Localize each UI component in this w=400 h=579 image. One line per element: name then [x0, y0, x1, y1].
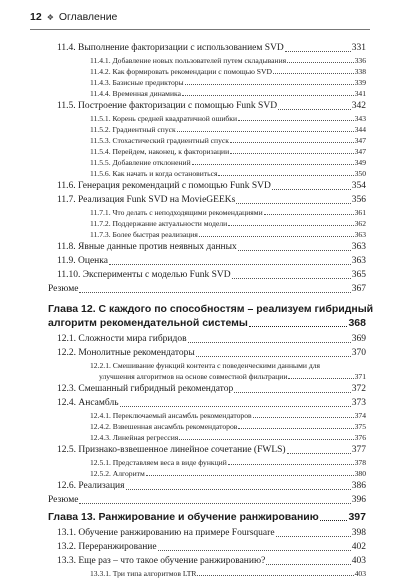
- toc-entry-12-4[interactable]: 12.4. Ансамбль 373: [57, 398, 366, 408]
- toc-entry-11-6[interactable]: 11.6. Генерация рекомендаций с помощью Funk SVD 354: [57, 181, 366, 191]
- chapter-13-page: 397: [348, 511, 366, 523]
- chapter-12-title-line1: Глава 12. С каждого по способностям – реализуем гибридный: [48, 303, 374, 315]
- toc-entry-11-4[interactable]: 11.4. Выполнение факторизации с использованием SVD 331: [57, 43, 366, 53]
- chapter-12-page: 368: [348, 317, 366, 329]
- toc-entry-12-2-1[interactable]: 12.2.1. Смешивание функций контента с поведенческими данными для улучшения алгоритмов на основе совместной фильтрации 371: [90, 361, 366, 381]
- toc-entry-11-5-2[interactable]: 11.5.2. Градиентный спуск 344: [90, 125, 366, 134]
- toc-entry-13-3[interactable]: 13.3. Еще раз – что такое обучение ранжированию? 403: [57, 556, 366, 566]
- toc-entry-12-4-3[interactable]: 12.4.3. Линейная регрессия 376: [90, 433, 366, 442]
- toc-entry-12-5-1[interactable]: 12.5.1. Представляем веса в виде функций 378: [90, 458, 366, 467]
- toc-chapter-12[interactable]: [48, 302, 374, 330]
- toc-entry-12-5[interactable]: 12.5. Признако-взвешенное линейное сочетание (FWLS) 377: [57, 445, 366, 455]
- toc-entry-11-5[interactable]: 11.5. Построение факторизации с помощью Funk SVD 342: [57, 101, 366, 111]
- running-title: Оглавление: [58, 11, 118, 23]
- separator-ornament: ❖: [46, 13, 54, 22]
- toc-entry-13-2[interactable]: 13.2. Переранжирование 402: [57, 542, 366, 552]
- toc-entry-11-4-1[interactable]: 11.4.1. Добавление новых пользователей путем складывания 336: [90, 56, 366, 65]
- toc-entry-11-7-3[interactable]: 11.7.3. Более быстрая реализация 363: [90, 230, 366, 239]
- page-number: 12: [30, 11, 42, 23]
- toc-entry-12-4-1[interactable]: 12.4.1. Переключаемый ансамбль рекомендаторов 374: [90, 411, 366, 420]
- toc-entry-12-3[interactable]: 12.3. Смешанный гибридный рекомендатор 372: [57, 384, 366, 394]
- toc-entry-12-4-2[interactable]: 12.4.2. Взвешенная ансамбль рекомендаторов 375: [90, 422, 366, 431]
- toc-entry-summary-12[interactable]: Резюме 396: [48, 495, 366, 505]
- toc-entry-11-5-5[interactable]: 11.5.5. Добавление отклонений 349: [90, 158, 366, 167]
- toc-entry-13-1[interactable]: 13.1. Обучение ранжированию на примере Foursquare 398: [57, 528, 366, 538]
- toc-entry-12-6[interactable]: 12.6. Реализация 386: [57, 481, 366, 491]
- header-rule: [30, 29, 370, 30]
- toc-chapter-13[interactable]: [48, 510, 366, 524]
- table-of-contents: [48, 41, 374, 579]
- toc-entry-11-7-1[interactable]: 11.7.1. Что делать с неподходящими рекомендациями 361: [90, 208, 366, 217]
- chapter-12-title-line2: алгоритм рекомендательной системы: [48, 317, 248, 329]
- toc-entry-11-4-4[interactable]: 11.4.4. Временная динамика 341: [90, 89, 366, 98]
- toc-entry-summary-11[interactable]: Резюме 367: [48, 284, 366, 294]
- toc-entry-11-4-2[interactable]: 11.4.2. Как формировать рекомендации с помощью SVD 338: [90, 67, 366, 76]
- toc-entry-11-7[interactable]: 11.7. Реализация Funk SVD на MovieGEEKs 356: [57, 195, 366, 205]
- toc-entry-11-8[interactable]: 11.8. Явные данные против неявных данных 363: [57, 242, 366, 252]
- toc-entry-11-7-2[interactable]: 11.7.2. Поддержание актуальности модели 362: [90, 219, 366, 228]
- toc-entry-11-9[interactable]: 11.9. Оценка 363: [57, 256, 366, 266]
- toc-entry-12-5-2[interactable]: 12.5.2. Алгоритм 380: [90, 469, 366, 478]
- toc-entry-11-10[interactable]: 11.10. Эксперименты с моделью Funk SVD 365: [57, 270, 366, 280]
- toc-entry-11-4-3[interactable]: 11.4.3. Базисные предикторы 339: [90, 78, 366, 87]
- chapter-13-title: Глава 13. Ранжирование и обучение ранжированию: [48, 511, 319, 523]
- toc-entry-11-5-3[interactable]: 11.5.3. Стохастический градиентный спуск 347: [90, 136, 366, 145]
- running-header: [30, 10, 380, 25]
- toc-entry-11-5-1[interactable]: 11.5.1. Корень средней квадратичной ошибки 343: [90, 114, 366, 123]
- toc-entry-11-5-6[interactable]: 11.5.6. Как начать и когда остановиться 350: [90, 169, 366, 178]
- toc-entry-12-2[interactable]: 12.2. Монолитные рекомендаторы 370: [57, 348, 366, 358]
- toc-entry-13-3-1[interactable]: 13.3.1. Три типа алгоритмов LTR 403: [90, 569, 366, 578]
- toc-entry-11-5-4[interactable]: 11.5.4. Перейдем, наконец, к факторизации 347: [90, 147, 366, 156]
- toc-entry-12-1[interactable]: 12.1. Сложности мира гибридов 369: [57, 334, 366, 344]
